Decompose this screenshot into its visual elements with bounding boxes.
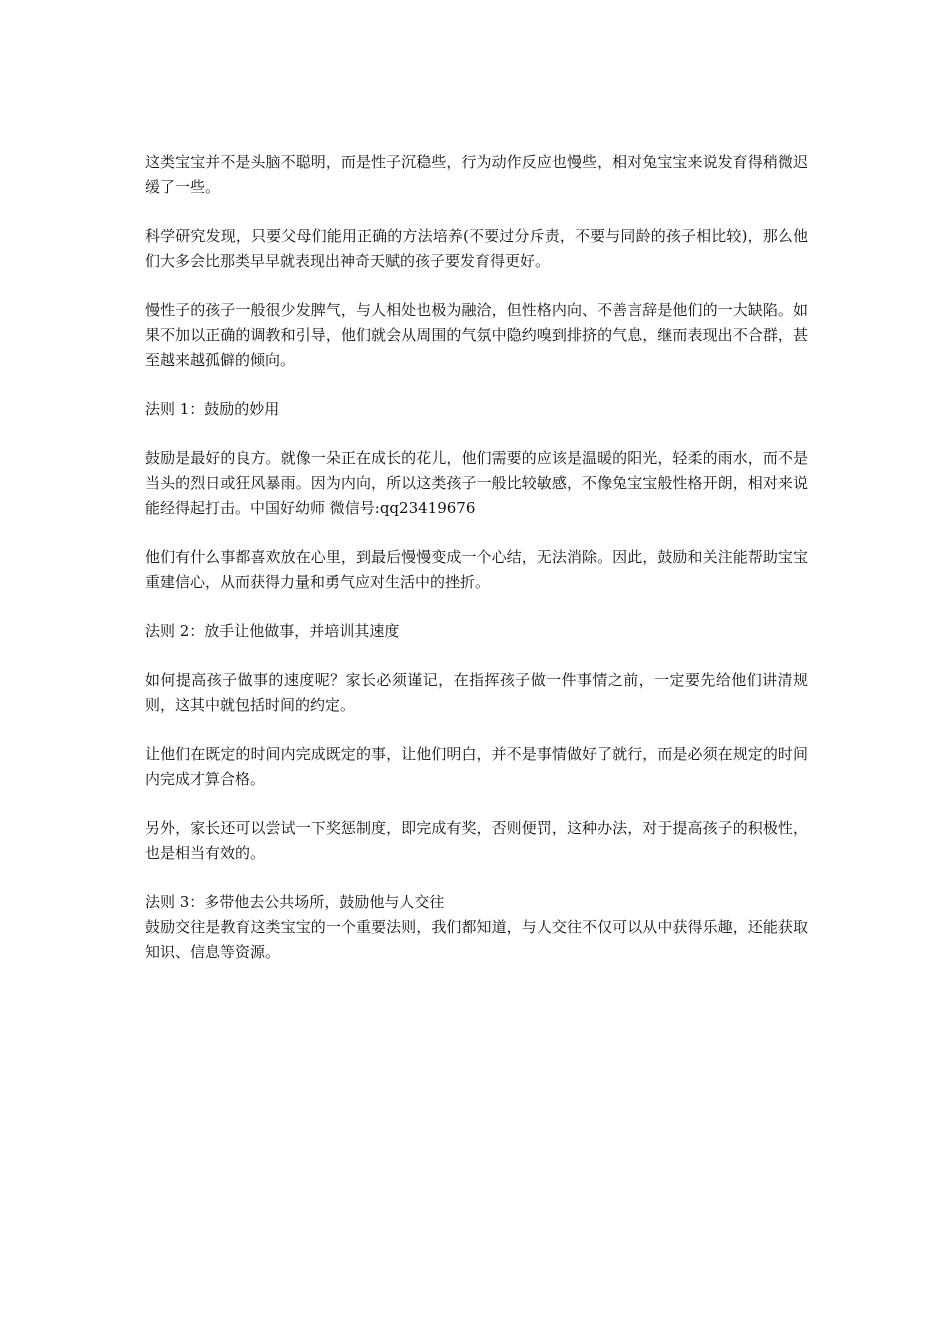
rule-2-heading: 法则 2：放手让他做事，并培训其速度 (145, 622, 400, 640)
paragraph-personality: 慢性子的孩子一般很少发脾气，与人相处也极为融洽，但性格内向、不善言辞是他们的一大缺陷。如果不加以正确的调教和引导，他们就会从周围的气氛中隐约嗅到排挤的气息，继而表现出不合群，甚至越来越孤僻的倾向。 (145, 301, 808, 369)
paragraph-confidence: 他们有什么事都喜欢放在心里，到最后慢慢变成一个心结，无法消除。因此，鼓励和关注能帮助宝宝重建信心，从而获得力量和勇气应对生活中的挫折。 (145, 548, 808, 591)
paragraph-reward: 另外，家长还可以尝试一下奖惩制度，即完成有奖，否则便罚，这种办法，对于提高孩子的积极性，也是相当有效的。 (145, 819, 808, 862)
paragraph-speed: 如何提高孩子做事的速度呢？家长必须谨记，在指挥孩子做一件事情之前，一定要先给他们讲清规则，这其中就包括时间的约定。 (145, 671, 808, 714)
paragraph-social: 鼓励交往是教育这类宝宝的一个重要法则，我们都知道，与人交往不仅可以从中获得乐趣，还能获取知识、信息等资源。 (145, 918, 808, 961)
paragraph-intro: 这类宝宝并不是头脑不聪明，而是性子沉稳些，行为动作反应也慢些，相对兔宝宝来说发育得稍微迟缓了一些。 (145, 153, 808, 196)
paragraph-encouragement: 鼓励是最好的良方。就像一朵正在成长的花儿，他们需要的应该是温暖的阳光，轻柔的雨水，而不是当头的烈日或狂风暴雨。因为内向，所以这类孩子一般比较敏感，不像兔宝宝般性格开朗，相对来说能经得起打击。中国好幼师 微信号:qq23419676 (145, 449, 808, 517)
rule-3-heading: 法则 3：多带他去公共场所，鼓励他与人交往 (145, 893, 445, 911)
document-body (145, 150, 808, 965)
rule-1-heading: 法则 1：鼓励的妙用 (145, 400, 280, 418)
paragraph-time-limit: 让他们在既定的时间内完成既定的事，让他们明白，并不是事情做好了就行，而是必须在规定的时间内完成才算合格。 (145, 745, 808, 788)
paragraph-research: 科学研究发现，只要父母们能用正确的方法培养(不要过分斥责，不要与同龄的孩子相比较)，那么他们大多会比那类早早就表现出神奇天赋的孩子要发育得更好。 (145, 227, 808, 270)
